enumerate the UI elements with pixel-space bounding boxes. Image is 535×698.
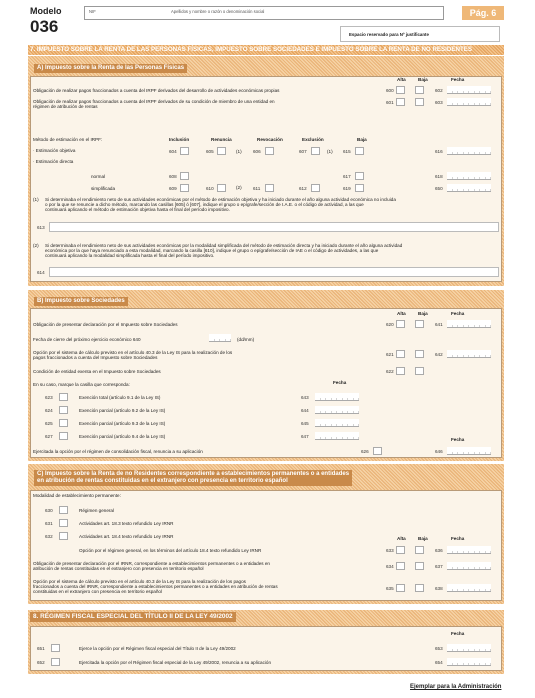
date-602[interactable] [447,86,491,94]
b-row3-label-1: Opción por el sistema de cálculo previsto en el artículo 40.3 de la Ley IS para la realización de los [33,350,233,355]
exemption-date-code: 643 [301,395,309,400]
code-619: 619 [343,186,351,191]
b-row4-label: Condición de entidad exenta en el Impuesto sobre Sociedades [33,369,161,374]
code-637: 637 [435,564,443,569]
a-title: A) Impuesto sobre la Renta de las Personas Físicas [34,64,187,73]
note1-line3: continuará aplicando el método de estimación objetiva hasta el final del período impositivo. [45,207,230,212]
op-label-1: Opción por el sistema de cálculo previsto en el artículo 40.3 de la Ley IS para la realización de los pagos [33,579,246,584]
header-name-box[interactable] [84,6,444,20]
exemption-checkbox[interactable] [59,406,68,414]
b-col-baja: Baja [418,311,428,316]
exemption-checkbox[interactable] [59,419,68,427]
label-631: Actividades art. 18.3 texto refundido Ley IRNR [79,521,174,526]
code-650: 650 [435,186,443,191]
checkbox-620-baja[interactable] [415,320,424,328]
code-618: 618 [435,174,443,179]
code-611: 611 [253,186,261,191]
date-654[interactable] [447,658,491,666]
date-618[interactable] [447,172,491,180]
note2-line2: económica por la que haya renunciado a esta modalidad, marcando la casilla [610], indique el grupo o epígrafe/sección de IAE o el código de actividades, a las que [45,248,379,253]
exemption-code: 625 [45,421,53,426]
note2-line3: continuará aplicando la modalidad simplificada hasta el final del período impositivo. [45,253,215,258]
checkbox-631[interactable] [59,519,68,527]
b-row6-label: Ejercitada la opción por el régimen de consolidación fiscal, renuncia a su aplicación [33,449,203,454]
checkbox-635-alta[interactable] [396,584,405,592]
code-609: 609 [169,186,177,191]
field-614[interactable] [49,267,499,277]
date-640[interactable] [209,334,231,342]
exemption-checkbox[interactable] [59,432,68,440]
checkbox-634-alta[interactable] [396,562,405,570]
checkbox-600-baja[interactable] [415,86,424,94]
reserved-label: Espacio reservado para Nº justificante [349,32,429,37]
checkbox-617[interactable] [355,172,364,180]
checkbox-626[interactable] [373,447,382,455]
checkbox-620-alta[interactable] [396,320,405,328]
code-634: 634 [386,564,394,569]
code-651: 651 [37,646,45,651]
b-row5-label: En su caso, marque la casilla que corresponda: [33,382,130,387]
b-sub-col-fecha: Fecha [333,380,347,385]
a-col-baja: Baja [418,77,428,82]
c-title-line1: C) Impuesto sobre la Renta de no Residentes correspondiente a establecimientos permanentes o a entidades [37,471,350,477]
b-row3-label-2: pagos fraccionados a cuenta del Impuesto sobre Sociedades [33,355,158,360]
note2-line1: Si determinaba el rendimiento neto de sus actividades económicas por la modalidad simplificada del método de estimación directa y ha iniciado durante el año alguna actividad [45,243,403,248]
c-col-alta: Alta [397,536,406,541]
op-label-2: fraccionados a cuenta del IRNR, correspondiente a establecimientos permanentes o a entidades en atribución de rentas [33,584,278,589]
s8-title: 8. RÉGIMEN FISCAL ESPECIAL DEL TÍTULO II DE LA LEY 49/2002 [30,612,236,622]
checkbox-606[interactable] [265,147,274,155]
code-612: 612 [299,186,307,191]
normal-label: normal [91,174,106,179]
checkbox-607[interactable] [311,147,320,155]
label-630: Régimen general [79,508,114,513]
checkbox-634-baja[interactable] [415,562,424,570]
code-608: 608 [169,174,177,179]
code-646: 646 [435,449,443,454]
note-ref-2: (2) [236,185,242,190]
panel-c [30,490,502,601]
metodo-label: Método de estimación en el IRPF: [33,137,103,142]
code-622: 622 [386,369,394,374]
code-642: 642 [435,352,443,357]
code-636: 636 [435,548,443,553]
panel-a [30,76,502,282]
code-603: 603 [435,100,443,105]
c-title-line2: en atribución de rentas constituidas en el extranjero con presencia en territorio español [37,477,288,484]
code-617: 617 [343,174,351,179]
code-635: 635 [386,586,394,591]
field-613[interactable] [49,222,499,232]
section7-title: 7. IMPUESTO SOBRE LA RENTA DE LAS PERSONAS FÍSICAS, IMPUESTO SOBRE SOCIEDADES E IMPUESTO SOBRE LA RENTA DE NO RESIDENTES [30,46,473,53]
b-row2-suffix: (dd/mm) [237,337,255,342]
a-col-fecha: Fecha [451,77,465,82]
name-label: Apellidos y nombre o razón o denominación social [171,9,265,14]
c-col-fecha: Fecha [451,536,465,541]
note-ref-1b: (1) [327,149,333,154]
reserved-box [340,26,500,42]
b-col-alta: Alta [397,311,406,316]
panel-8 [30,626,502,671]
note1-line1: Si determinaba el rendimiento neto de sus actividades económicas por el método de estimación objetiva y ha iniciado durante el año alguna actividad económica no incluida [45,197,396,202]
checkbox-601-alta[interactable] [396,98,405,106]
checkbox-605[interactable] [217,147,226,155]
note2-marker: (2) [33,243,39,248]
code-632: 632 [45,534,53,539]
op-label-3: constituidas en el extranjero con presencia en territorio español [33,589,162,594]
checkbox-609[interactable] [180,184,189,192]
col-exclusion: Exclusión [302,137,324,142]
note-ref-1a: (1) [236,149,242,154]
checkbox-652[interactable] [51,658,60,666]
code-615: 615 [343,149,351,154]
code-602: 602 [435,88,443,93]
date-638[interactable] [447,584,491,592]
code-631: 631 [45,521,53,526]
opcion-label: Opción por el régimen general, en los términos del artículo 18.4 texto refundido Ley IRNR [79,548,262,553]
date-637[interactable] [447,562,491,570]
checkbox-622-alta[interactable] [396,367,405,375]
checkbox-608[interactable] [180,172,189,180]
simplificada-label: simplificada [91,186,115,191]
exemption-date-code: 644 [301,408,309,413]
checkbox-633-alta[interactable] [396,546,405,554]
date-616[interactable] [447,147,491,155]
exemption-label: Exención parcial (artículo 9.4 de la Ley IS) [79,434,166,439]
modelo-label: Modelo [30,6,62,16]
c-title-box [34,470,352,486]
date-646[interactable] [447,447,491,455]
a-row2-label-2: régimen de atribución de rentas [33,104,98,109]
section7-band [28,45,504,55]
checkbox-633-baja[interactable] [415,546,424,554]
code-620: 620 [386,322,394,327]
modalidad-label: Modalidad de establecimiento permanente: [33,493,121,498]
panel-b [30,308,502,458]
exemption-label: Exención total (artículo 9.1 de la Ley IS) [79,395,161,400]
a-row1-label: Obligación de realizar pagos fraccionados a cuenta del IRPF derivados del desarrollo de actividades económicas propias [33,88,280,93]
code-621: 621 [386,352,394,357]
ob-label-2: atribución de rentas constituidas en el extranjero con presencia en territorio español [33,566,204,571]
checkbox-621-alta[interactable] [396,350,405,358]
code-652: 652 [37,660,45,665]
label-651: Ejerce la opción por el Régimen fiscal especial del Título II de la Ley 49/2002 [79,646,236,651]
est-objetiva-label: · Estimación objetiva [33,148,76,153]
date-653[interactable] [447,644,491,652]
exemption-date[interactable] [315,406,359,414]
col-revocacion: Revocación [257,137,283,142]
exemption-code: 624 [45,408,53,413]
checkbox-601-baja[interactable] [415,98,424,106]
code-607: 607 [299,149,307,154]
b-title: B) Impuesto sobre Sociedades [34,297,128,306]
exemption-date[interactable] [315,419,359,427]
code-610: 610 [206,186,214,191]
checkbox-630[interactable] [59,506,68,514]
label-632: Actividades art. 18.4 texto refundido Ley IRNR [79,534,174,539]
s8-col-fecha: Fecha [451,631,465,636]
col-baja: Baja [357,137,367,142]
checkbox-612[interactable] [311,184,320,192]
code-626: 626 [361,449,369,454]
footer-label: Ejemplar para la Administración [410,684,502,690]
exemption-label: Exención parcial (artículo 9.3 de la Ley IS) [79,421,166,426]
b-col-fecha: Fecha [451,311,465,316]
code-600: 600 [386,88,394,93]
exemption-checkbox[interactable] [59,393,68,401]
col-renuncia: Renuncia [211,137,232,142]
code-654: 654 [435,660,443,665]
exemption-code: 623 [45,395,53,400]
page-badge: Pág. 6 [462,6,504,20]
c-col-baja: Baja [418,536,428,541]
date-642[interactable] [447,350,491,358]
checkbox-619[interactable] [355,184,364,192]
date-603[interactable] [447,98,491,106]
checkbox-611[interactable] [265,184,274,192]
est-directa-label: · Estimación directa [33,159,74,164]
checkbox-632[interactable] [59,532,68,540]
date-641[interactable] [447,320,491,328]
code-614: 614 [37,270,45,275]
a-row2-label-1: Obligación de realizar pagos fraccionados a cuenta del IRPF derivados de su condición de miembro de una entidad en [33,99,275,104]
checkbox-604[interactable] [180,147,189,155]
b-row2-label: Fecha de cierre del próximo ejercicio económico 640 [33,337,141,342]
modelo-number: 036 [30,17,59,36]
exemption-label: Exención parcial (artículo 9.2 de la Ley IS) [79,408,166,413]
nif-label: NIF [89,9,96,14]
exemption-date-code: 647 [301,434,309,439]
code-606: 606 [253,149,261,154]
note1-line2: o por la que se renuncie a dicho método, marcando las casillas [605] ó [607], indique el grupo o epígrafe/sección de I.A.E. o el código de actividad, a las que [45,202,364,207]
checkbox-600-alta[interactable] [396,86,405,94]
code-613: 613 [37,225,45,230]
code-638: 638 [435,586,443,591]
checkbox-622-baja[interactable] [415,367,424,375]
code-633: 633 [386,548,394,553]
code-653: 653 [435,646,443,651]
code-605: 605 [206,149,214,154]
checkbox-621-baja[interactable] [415,350,424,358]
checkbox-610[interactable] [217,184,226,192]
date-650[interactable] [447,184,491,192]
label-652: Ejercitada la opción por el Régimen fiscal especial de la Ley 49/2002, renuncia a su aplicación [79,660,272,665]
exemption-date-code: 645 [301,421,309,426]
code-604: 604 [169,149,177,154]
col-inclusion: Inclusión [169,137,190,142]
exemption-code: 627 [45,434,53,439]
checkbox-651[interactable] [51,644,60,652]
code-641: 641 [435,322,443,327]
exemption-date[interactable] [315,432,359,440]
code-616: 616 [435,149,443,154]
checkbox-615[interactable] [355,147,364,155]
b-r6-col-fecha: Fecha [451,437,465,442]
exemption-date[interactable] [315,393,359,401]
b-row1-label: Obligación de presentar declaración por el Impuesto sobre Sociedades [33,322,178,327]
ob-label-1: Obligación de presentar declaración por el IRNR, correspondiente a establecimientos permanentes o a entidades en [33,561,270,566]
date-636[interactable] [447,546,491,554]
code-601: 601 [386,100,394,105]
checkbox-635-baja[interactable] [415,584,424,592]
code-630: 630 [45,508,53,513]
a-col-alta: Alta [397,77,406,82]
note1-marker: (1) [33,197,39,202]
